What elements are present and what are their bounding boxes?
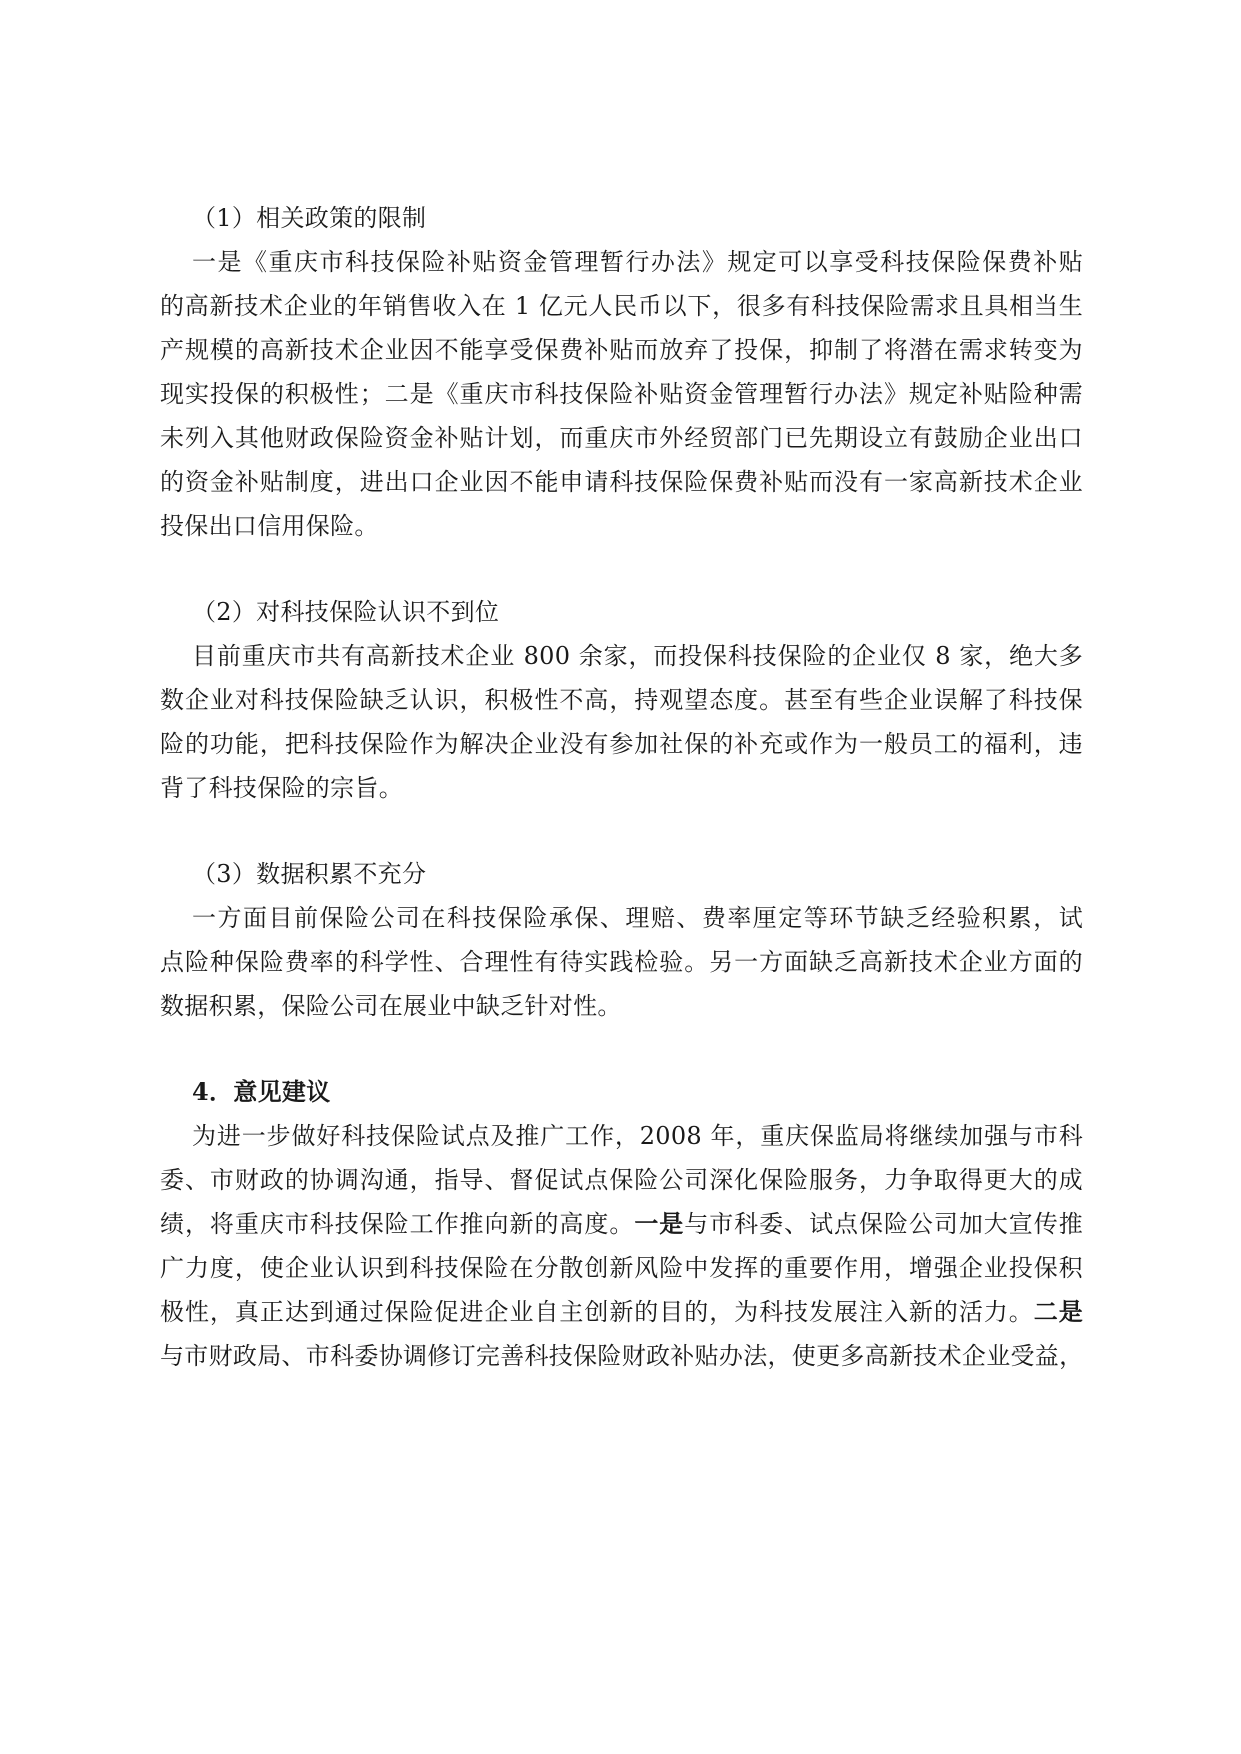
paragraph-line: 委、市财政的协调沟通，指导、督促试点保险公司深化保险服务，力争取得更大的成	[160, 1166, 1083, 1194]
paragraph-line: 产规模的高新技术企业因不能享受保费补贴而放弃了投保，抑制了将潜在需求转变为	[160, 336, 1083, 364]
paragraph-text: 绩，将重庆市科技保险工作推向新的高度。	[160, 1210, 635, 1238]
paragraph-line: 与市财政局、市科委协调修订完善科技保险财政补贴办法，使更多高新技术企业受益，	[160, 1342, 1084, 1370]
paragraph-line: 的资金补贴制度，进出口企业因不能申请科技保险保费补贴而没有一家高新技术企业	[160, 468, 1083, 496]
paragraph-line: 广力度，使企业认识到科技保险在分散创新风险中发挥的重要作用，增强企业投保积	[160, 1254, 1083, 1282]
paragraph-line	[160, 1209, 1083, 1239]
paragraph-line: 一方面目前保险公司在科技保险承保、理赔、费率厘定等环节缺乏经验积累，试	[192, 904, 1083, 932]
paragraph-line: 点险种保险费率的科学性、合理性有待实践检验。另一方面缺乏高新技术企业方面的	[160, 948, 1083, 976]
paragraph-line: 数企业对科技保险缺乏认识，积极性不高，持观望态度。甚至有些企业误解了科技保	[160, 686, 1083, 714]
paragraph-text: 极性，真正达到通过保险促进企业自主创新的目的，为科技发展注入新的活力。	[160, 1298, 1034, 1326]
paragraph-line	[160, 1297, 1083, 1327]
paragraph-line: 现实投保的积极性；二是《重庆市科技保险补贴资金管理暂行办法》规定补贴险种需	[160, 380, 1083, 408]
paragraph-line: 投保出口信用保险。	[160, 512, 379, 540]
section-heading-2: （2）对科技保险认识不到位	[192, 598, 500, 626]
emphasis-first: 一是	[634, 1209, 685, 1238]
paragraph-text: 与市科委、试点保险公司加大宣传推	[684, 1210, 1083, 1238]
paragraph-line: 一是《重庆市科技保险补贴资金管理暂行办法》规定可以享受科技保险保费补贴	[192, 248, 1083, 276]
paragraph-line: 数据积累，保险公司在展业中缺乏针对性。	[160, 992, 622, 1020]
paragraph-line: 为进一步做好科技保险试点及推广工作，2008 年，重庆保监局将继续加强与市科	[192, 1122, 1083, 1150]
paragraph-line: 目前重庆市共有高新技术企业 800 余家，而投保科技保险的企业仅 8 家，绝大多	[192, 642, 1083, 670]
paragraph-line: 未列入其他财政保险资金补贴计划，而重庆市外经贸部门已先期设立有鼓励企业出口	[160, 424, 1083, 452]
section-heading-4: 4．意见建议	[192, 1077, 331, 1106]
section-heading-3: （3）数据积累不充分	[192, 860, 427, 888]
emphasis-second: 二是	[1033, 1297, 1083, 1326]
section-heading-1: （1）相关政策的限制	[192, 204, 427, 232]
paragraph-line: 险的功能，把科技保险作为解决企业没有参加社保的补充或作为一般员工的福利，违	[160, 730, 1083, 758]
paragraph-line: 背了科技保险的宗旨。	[160, 774, 403, 802]
paragraph-line: 的高新技术企业的年销售收入在 1 亿元人民币以下，很多有科技保险需求且具相当生	[160, 292, 1083, 320]
